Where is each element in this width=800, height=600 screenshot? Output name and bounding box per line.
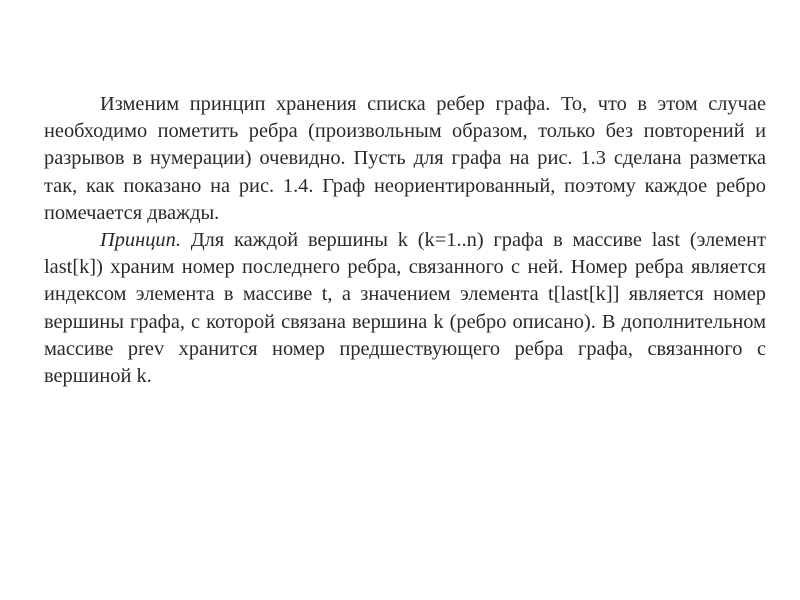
- principle-lead-term: Принцип.: [100, 229, 181, 252]
- paragraph-principle: [44, 227, 766, 390]
- paragraph-text: Для каждой вершины k (k=1..n) графа в массиве last (элемент last[k]) храним номер последнего ребра, связанного с ней. Номер ребра является индексом элемента в массиве t, а значением элемента t[last[k]] является номер вершины графа, с которой связана вершина k (ребро описано). В дополнительном массиве prev хранится номер предшествующего ребра графа, связанного с вершиной k.: [44, 229, 766, 388]
- paragraph-text: Изменим принцип хранения списка ребер графа. То, что в этом случае необходимо пометить ребра (произвольным образом, только без повторений и разрывов в нумерации) очевидно. Пусть для графа на рис. 1.3 сделана разметка так, как показано на рис. 1.4. Граф неориентированный, поэтому каждое ребро помечается дважды.: [44, 93, 766, 224]
- document-body: [44, 91, 766, 390]
- paragraph-edge-list-storage: [44, 91, 766, 227]
